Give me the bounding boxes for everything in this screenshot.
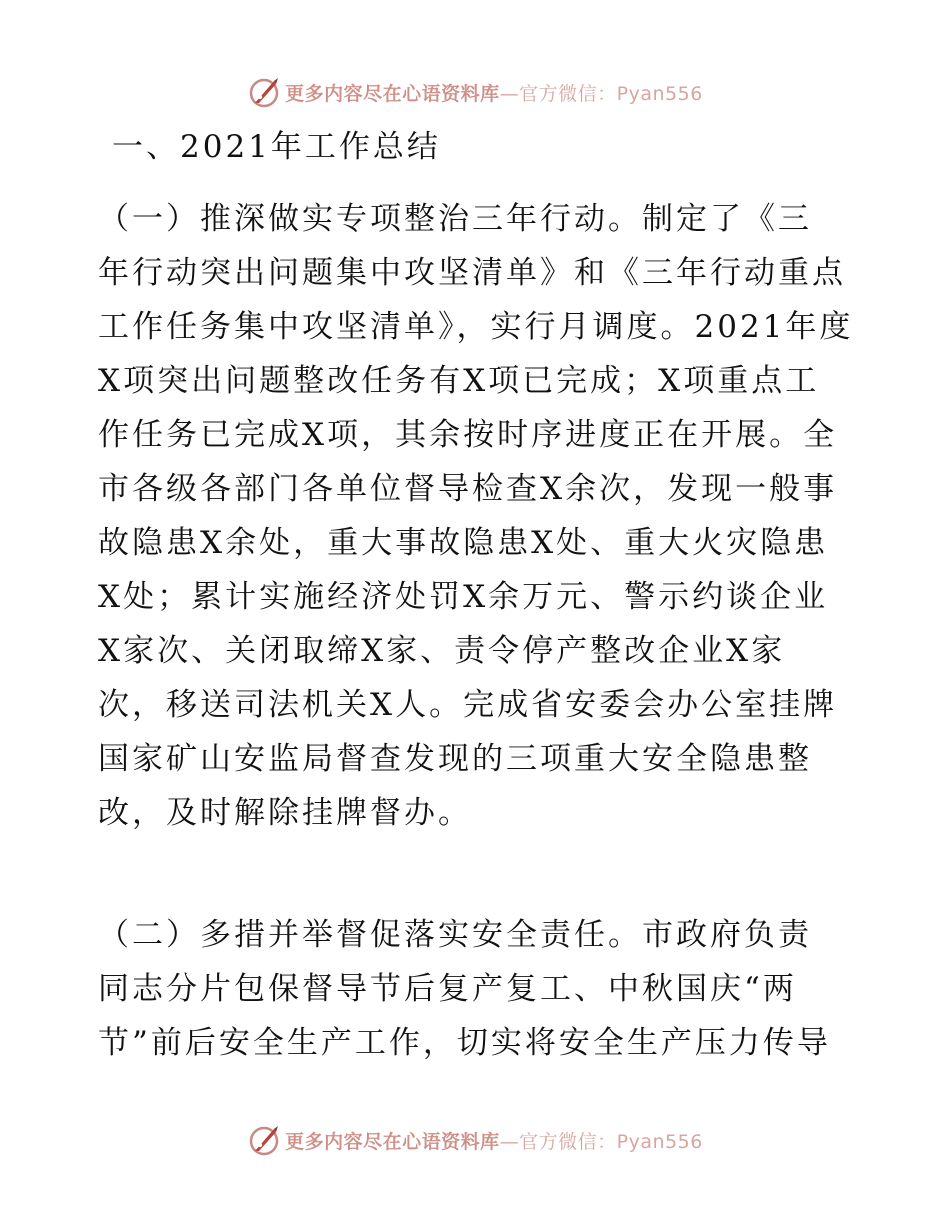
text-line: 节”前后安全生产工作，切实将安全生产压力传导 — [98, 1025, 831, 1061]
watermark-separator: — — [499, 82, 520, 105]
watermark-brand: 更多内容尽在心语资料库 — [285, 82, 500, 105]
text-line: 国家矿山安监局督查发现的三项重大安全隐患整 — [98, 741, 812, 777]
text-line: （一）推深做实专项整治三年行动。制定了《三 — [98, 201, 812, 237]
paragraph-2 — [98, 908, 868, 1070]
text-line: X项突出问题整改任务有X项已完成；X项重点工 — [98, 363, 820, 399]
watermark-contact: 官方微信：Pyan556 — [519, 82, 703, 105]
header-watermark — [0, 72, 950, 112]
footer-watermark — [0, 1120, 950, 1160]
quill-pen-logo-icon — [247, 1123, 281, 1157]
text-line: X处；累计实施经济处罚X余万元、警示约谈企业 — [98, 579, 829, 615]
text-line: 市各级各部门各单位督导检查X余次，发现一般事 — [98, 471, 838, 507]
watermark-text — [285, 79, 703, 106]
text-line: 年行动突出问题集中攻坚清单》和《三年行动重点 — [98, 255, 846, 291]
text-line: 工作任务集中攻坚清单》，实行月调度。2021年度 — [98, 309, 854, 345]
text-line: 同志分片包保督导节后复产复工、中秋国庆“两 — [98, 971, 797, 1007]
quill-pen-logo-icon — [247, 75, 281, 109]
watermark-brand: 更多内容尽在心语资料库 — [285, 1130, 500, 1153]
watermark-separator: — — [499, 1130, 520, 1153]
text-line: 故隐患X余处，重大事故隐患X处、重大火灾隐患 — [98, 525, 829, 561]
paragraph-1 — [98, 192, 868, 840]
text-line: 作任务已完成X项，其余按时序进度正在开展。全 — [98, 417, 838, 453]
text-line: 次，移送司法机关X人。完成省安委会办公室挂牌 — [98, 687, 838, 723]
text-line: X家次、关闭取缔X家、责令停产整改企业X家 — [98, 633, 786, 669]
section-heading: 一、2021年工作总结 — [112, 129, 441, 165]
watermark-text — [285, 1127, 703, 1154]
text-line: （二）多措并举督促落实安全责任。市政府负责 — [98, 917, 812, 953]
text-line: 改，及时解除挂牌督办。 — [98, 795, 472, 831]
watermark-contact: 官方微信：Pyan556 — [519, 1130, 703, 1153]
